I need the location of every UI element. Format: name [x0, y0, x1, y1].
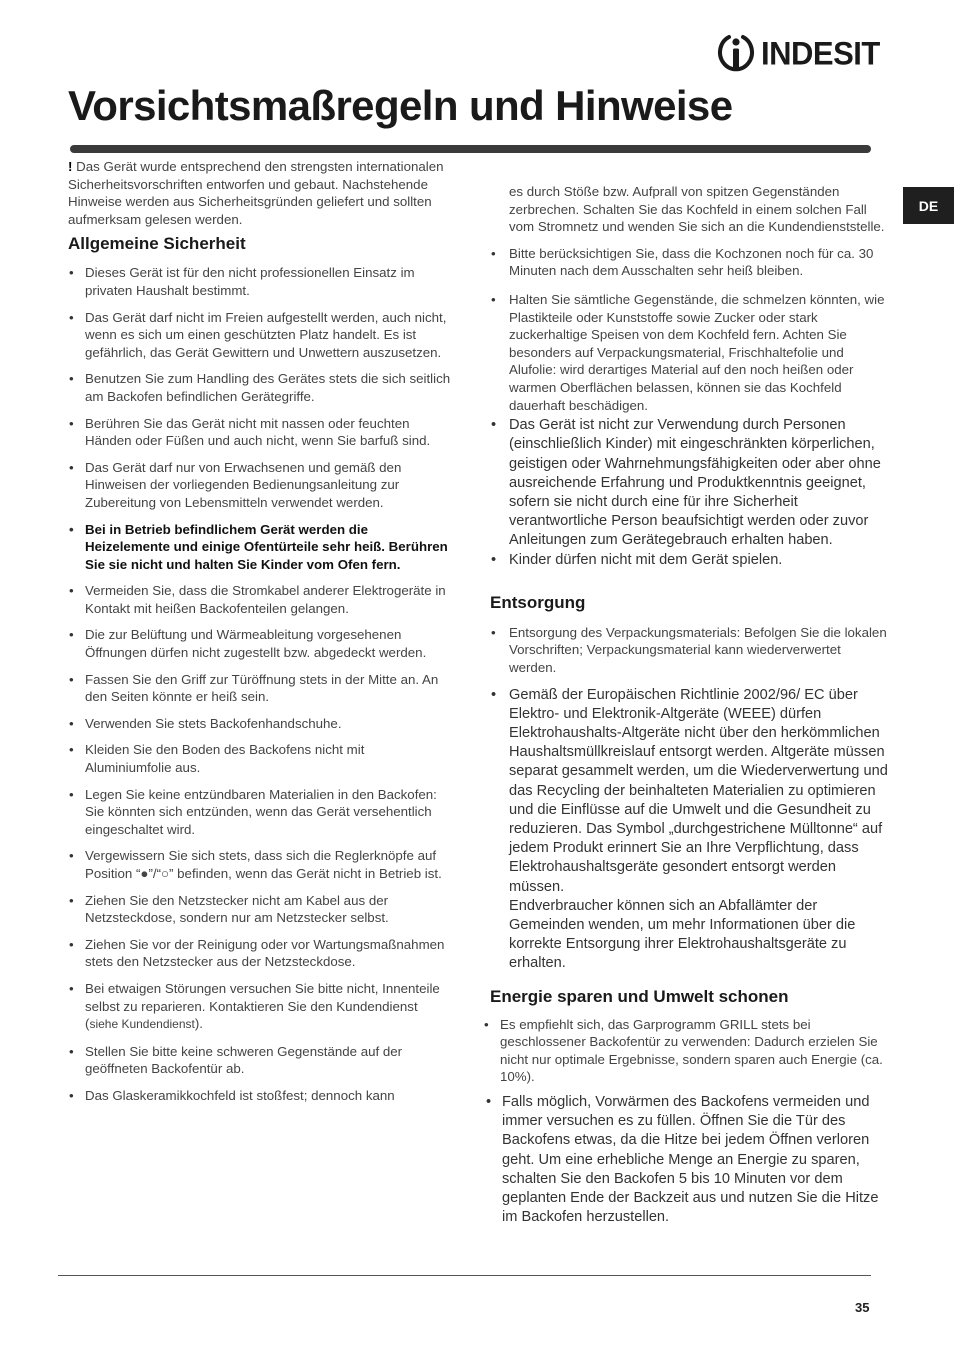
list-item-weee: [485, 686, 890, 974]
list-item: • Vergewissern Sie sich stets, dass sich die Reglerknöpfe auf Position “●”/“○” befinden, wenn das Gerät nicht in Betrieb ist.: [68, 847, 453, 882]
list-item: • Das Glaskeramikkochfeld ist stoßfest; dennoch kann: [68, 1087, 453, 1105]
page-number: 35: [855, 1300, 870, 1315]
list-item-repair: [68, 980, 453, 1034]
weee-text-continued: Endverbraucher können sich an Abfallämter der Gemeinden wenden, um mehr Informationen über die korrekte Entsorgung ihrer Elektrohaushaltsgeräte zu erhalten.: [509, 897, 856, 972]
list-item: • Die zur Belüftung und Wärmeableitung vorgesehenen Öffnungen dürfen nicht zugestellt bzw. abgedeckt werden.: [68, 626, 453, 661]
intro-paragraph: [68, 158, 453, 228]
warning-mark: !: [68, 159, 73, 174]
repair-close: ).: [194, 1016, 203, 1032]
list-item: • Ziehen Sie vor der Reinigung oder vor Wartungsmaßnahmen stets den Netzstecker aus der Netzsteckdose.: [68, 936, 453, 971]
list-item: • Es empfiehlt sich, das Garprogramm GRILL stets bei geschlossener Backofentür zu verwenden: Dadurch erzielen Sie nicht nur optimale Ergebnisse, sondern sparen auch Energie (ca. 10%).: [483, 1016, 888, 1086]
language-badge: DE: [903, 187, 954, 224]
page-title: Vorsichtsmaßregeln und Hinweise: [68, 82, 733, 129]
indesit-logo-icon: [716, 32, 756, 76]
safety-list-continued: [485, 245, 890, 414]
section-heading-energy: Energie sparen und Umwelt schonen: [490, 986, 789, 1006]
left-column: [68, 158, 453, 1114]
list-item: • Fassen Sie den Griff zur Türöffnung stets in der Mitte an. An den Seiten könnte er heiß sein.: [68, 671, 453, 706]
list-item: • Halten Sie sämtliche Gegenstände, die schmelzen könnten, wie Plastikteile oder Kunststoffe sowie Zucker oder stark zuckerhaltige Speisen von dem Kochfeld fern. Achten Sie besonders auf Verpackungsmaterial, Frischhaltefolie und Alufolie: wird derartiges Material auf den noch heißen oder warmen Oberflächen belassen, können sie das Kochfeld dauerhaft beschädigen.: [485, 291, 890, 414]
disposal-list-large: [485, 686, 890, 974]
list-item: • Das Gerät darf nicht im Freien aufgestellt werden, auch nicht, wenn es sich um einen geschützten Platz handelt. Es ist gefährlich, das Gerät Gewittern und Unwettern auszusetzen.: [68, 309, 453, 362]
section-heading-disposal: Entsorgung: [490, 592, 586, 612]
right-column: [485, 183, 890, 1227]
customer-service-reference: siehe Kundendienst: [89, 1017, 195, 1032]
title-underline: [70, 145, 871, 153]
energy-list: [485, 1016, 890, 1086]
list-item: • Benutzen Sie zum Handling des Gerätes stets die sich seitlich am Backofen befindlichen Gerätegriffe.: [68, 370, 453, 405]
list-item: • Verwenden Sie stets Backofenhandschuhe.: [68, 715, 453, 733]
intro-text: Das Gerät wurde entsprechend den strengsten internationalen Sicherheitsvorschriften entworfen und gebaut. Nachstehende Hinweise werden aus Sicherheitsgründen geliefert und sollten aufmerksam gelesen werden.: [68, 159, 444, 227]
list-item: • Das Gerät ist nicht zur Verwendung durch Personen (einschließlich Kinder) mit eingeschränkten körperlichen, geistigen oder Wahrnehmungsfähigkeiten oder aber ohne ausreichende Erfahrung und Produktkenntnis geeignet, sofern sie nicht durch eine für ihre Sicherheit verantwortliche Person beaufsichtigt werden oder zuvor Anleitungen zum Gerätegebrauch erhalten haben.: [485, 416, 890, 550]
list-item: • Entsorgung des Verpackungsmaterials: Befolgen Sie die lokalen Vorschriften; Verpackungsmaterial kann wiederverwertet werden.: [485, 624, 890, 677]
list-item: • Berühren Sie das Gerät nicht mit nassen oder feuchten Händen oder Füßen und auch nicht, wenn Sie barfuß sind.: [68, 415, 453, 450]
brand-logo: [716, 32, 880, 76]
brand-name: INDESIT: [761, 35, 880, 72]
energy-list-large: [485, 1093, 890, 1227]
continued-text: es durch Stöße bzw. Aufprall von spitzen Gegenständen zerbrechen. Schalten Sie das Kochfeld in einem solchen Fall vom Stromnetz und wenden Sie sich an die Kundendienststelle.: [509, 184, 885, 235]
list-item: • Bitte berücksichtigen Sie, dass die Kochzonen noch für ca. 30 Minuten nach dem Ausschalten sehr heiß bleiben.: [485, 245, 890, 280]
list-item: • Ziehen Sie den Netzstecker nicht am Kabel aus der Netzsteckdose, sondern nur am Netzstecker selbst.: [68, 892, 453, 927]
safety-list-large: [485, 416, 890, 570]
list-item-warning: • Bei in Betrieb befindlichem Gerät werden die Heizelemente und einige Ofentürteile sehr heiß. Berühren Sie sie nicht und halten Sie Kinder vom Ofen fern.: [68, 521, 453, 574]
section-heading-safety: Allgemeine Sicherheit: [68, 234, 246, 254]
safety-list: [68, 264, 453, 1104]
list-item: • Stellen Sie bitte keine schweren Gegenstände auf der geöffneten Backofentür ab.: [68, 1043, 453, 1078]
repair-text: Bei etwaigen Störungen versuchen Sie bitte nicht, Innenteile selbst zu reparieren. Kontaktieren Sie den Kundendienst (: [85, 980, 440, 1032]
list-item: • Falls möglich, Vorwärmen des Backofens vermeiden und immer versuchen es zu füllen. Öffnen Sie die Tür des Backofens etwas, da die Hitze bei jedem Öffnen verloren geht. Um eine erhebliche Menge an Energie zu sparen, schalten Sie den Backofen 5 bis 10 Minuten vor dem geplanten Ende der Backzeit aus und nutzen Sie die Hitze im Backofen herzustellen.: [485, 1093, 890, 1227]
list-item: • Dieses Gerät ist für den nicht professionellen Einsatz im privaten Haushalt bestimmt.: [68, 264, 453, 299]
list-item: • Vermeiden Sie, dass die Stromkabel anderer Elektrogeräte in Kontakt mit heißen Backofenteilen gelangen.: [68, 582, 453, 617]
list-item: • Kinder dürfen nicht mit dem Gerät spielen.: [485, 551, 890, 570]
disposal-list: [485, 624, 890, 677]
list-item: • Legen Sie keine entzündbaren Materialien in den Backofen: Sie könnten sich entzünden, wenn das Gerät versehentlich eingeschaltet wird.: [68, 786, 453, 839]
weee-text: Gemäß der Europäischen Richtlinie 2002/96/ EC über Elektro- und Elektronik-Altgeräte (WEEE) dürfen Elektrohaushalts-Altgeräte nicht über den herkömmlichen Haushaltsmüllkreislauf entsorgt werden. Altgeräte müssen separat gesammelt werden, um die Wiederverwertung und das Recycling der beinhalteten Materialien zu optimieren und die Einflüsse auf die Umwelt und die Gesundheit zu reduzieren. Das Symbol „durchgestrichene Mülltonne“ auf jedem Produkt erinnert Sie an Ihre Verpflichtung, dass Elektrohaushaltsgeräte gesondert entsorgt werden müssen.: [509, 686, 888, 895]
list-item: • Das Gerät darf nur von Erwachsenen und gemäß den Hinweisen der vorliegenden Bedienungsanleitung zur Zubereitung von Lebensmitteln verwendet werden.: [68, 459, 453, 512]
list-item: • Kleiden Sie den Boden des Backofens nicht mit Aluminiumfolie aus.: [68, 741, 453, 776]
footer-rule: [58, 1275, 871, 1276]
